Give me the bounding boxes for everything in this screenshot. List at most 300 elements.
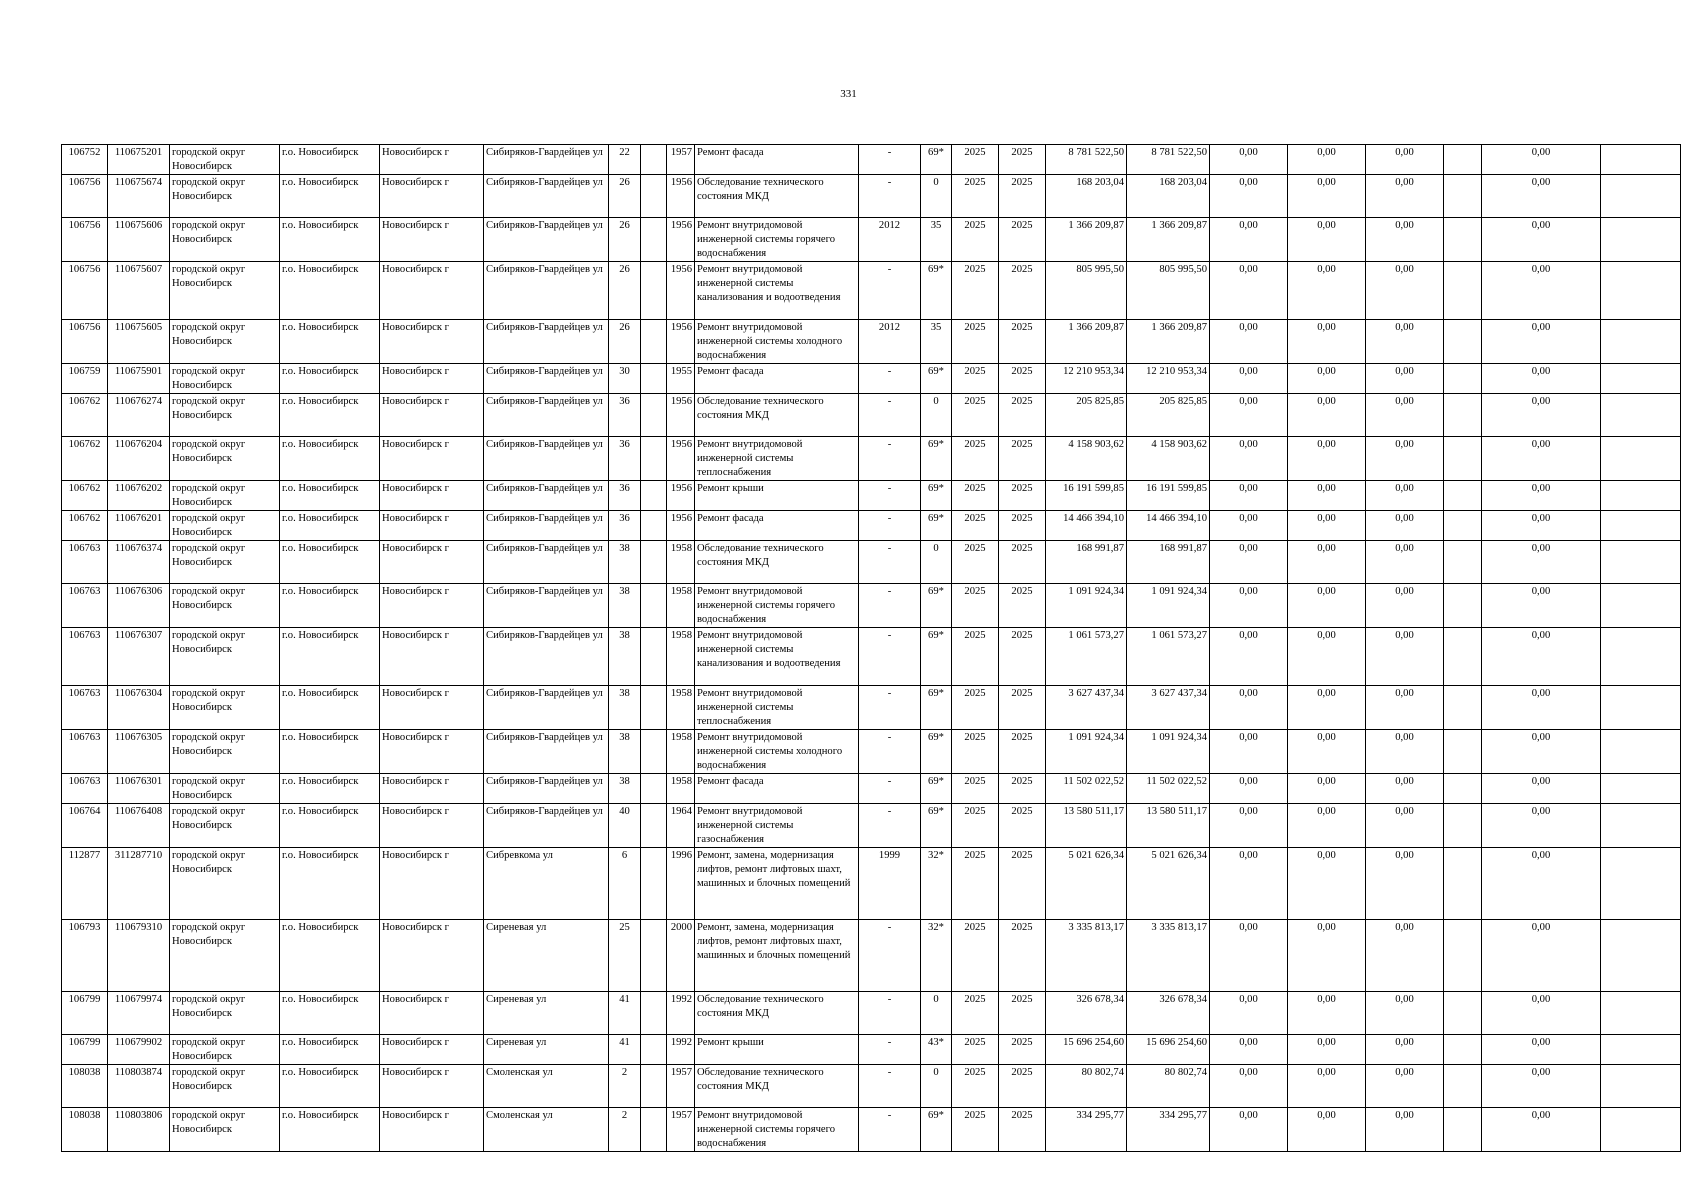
cell-blank-last <box>1601 262 1681 320</box>
cell-cost-regional: 0,00 <box>1288 848 1366 920</box>
cell-municipality: городской округ Новосибирск <box>170 584 280 628</box>
cell-wear-percent: 69* <box>921 437 952 481</box>
cell-record-id: 106763 <box>62 541 108 584</box>
cell-last-repair-year: - <box>859 730 921 774</box>
cell-blank <box>1444 920 1482 992</box>
cell-house-number: 6 <box>609 848 641 920</box>
cell-last-repair-year: - <box>859 1035 921 1065</box>
cell-cost-federal: 0,00 <box>1210 920 1288 992</box>
cell-cost-owners: 0,00 <box>1482 320 1601 364</box>
cell-work-type: Ремонт крыши <box>695 481 859 511</box>
cell-cost-total: 1 091 924,34 <box>1046 584 1127 628</box>
cell-cost-federal: 0,00 <box>1210 804 1288 848</box>
cell-locality: Новосибирск г <box>380 481 484 511</box>
cell-cost-local: 0,00 <box>1366 175 1444 218</box>
cell-city-district: г.о. Новосибирск <box>280 437 380 481</box>
cell-locality: Новосибирск г <box>380 1065 484 1108</box>
cell-cost-owners: 0,00 <box>1482 584 1601 628</box>
cell-house-number: 26 <box>609 218 641 262</box>
cell-cost-regional: 0,00 <box>1288 218 1366 262</box>
cell-cost-total: 1 366 209,87 <box>1046 218 1127 262</box>
cell-locality: Новосибирск г <box>380 992 484 1035</box>
cell-wear-percent: 69* <box>921 628 952 686</box>
cell-blank-last <box>1601 1065 1681 1108</box>
table-row <box>62 920 1681 992</box>
cell-cost-owners: 0,00 <box>1482 1035 1601 1065</box>
table-row <box>62 437 1681 481</box>
table-row <box>62 320 1681 364</box>
cell-city-district: г.о. Новосибирск <box>280 584 380 628</box>
cell-work-code: 110676274 <box>108 394 170 437</box>
cell-work-type: Ремонт крыши <box>695 1035 859 1065</box>
cell-wear-percent: 69* <box>921 364 952 394</box>
cell-cost-federal: 0,00 <box>1210 774 1288 804</box>
cell-cost-local: 0,00 <box>1366 686 1444 730</box>
cell-work-code: 110676301 <box>108 774 170 804</box>
cell-cost-regional: 0,00 <box>1288 686 1366 730</box>
cell-street: Сибиряков-Гвардейцев ул <box>484 437 609 481</box>
cell-cost-total: 16 191 599,85 <box>1046 481 1127 511</box>
cell-locality: Новосибирск г <box>380 686 484 730</box>
cell-cost-local: 0,00 <box>1366 541 1444 584</box>
cell-cost-fund: 168 203,04 <box>1127 175 1210 218</box>
cell-house-number: 26 <box>609 175 641 218</box>
cell-cost-fund: 8 781 522,50 <box>1127 145 1210 175</box>
cell-blank-last <box>1601 848 1681 920</box>
cell-record-id: 106763 <box>62 628 108 686</box>
cell-house-number: 36 <box>609 511 641 541</box>
cell-street: Сибиряков-Гвардейцев ул <box>484 686 609 730</box>
cell-cost-total: 5 021 626,34 <box>1046 848 1127 920</box>
cell-cost-local: 0,00 <box>1366 848 1444 920</box>
cell-building <box>641 920 667 992</box>
cell-cost-fund: 16 191 599,85 <box>1127 481 1210 511</box>
cell-work-type: Обследование технического состояния МКД <box>695 992 859 1035</box>
cell-wear-percent: 32* <box>921 920 952 992</box>
cell-cost-owners: 0,00 <box>1482 730 1601 774</box>
cell-cost-owners: 0,00 <box>1482 541 1601 584</box>
cell-cost-regional: 0,00 <box>1288 628 1366 686</box>
cell-plan-start-year: 2025 <box>952 848 999 920</box>
cell-plan-end-year: 2025 <box>999 686 1046 730</box>
cell-blank <box>1444 218 1482 262</box>
cell-blank <box>1444 541 1482 584</box>
cell-plan-end-year: 2025 <box>999 1065 1046 1108</box>
cell-locality: Новосибирск г <box>380 628 484 686</box>
cell-city-district: г.о. Новосибирск <box>280 628 380 686</box>
cell-blank <box>1444 320 1482 364</box>
cell-cost-federal: 0,00 <box>1210 686 1288 730</box>
cell-build-year: 1992 <box>667 992 695 1035</box>
cell-record-id: 106799 <box>62 1035 108 1065</box>
cell-blank-last <box>1601 730 1681 774</box>
cell-city-district: г.о. Новосибирск <box>280 218 380 262</box>
table-row <box>62 686 1681 730</box>
cell-plan-start-year: 2025 <box>952 437 999 481</box>
cell-cost-owners: 0,00 <box>1482 804 1601 848</box>
table-row <box>62 175 1681 218</box>
cell-city-district: г.о. Новосибирск <box>280 1035 380 1065</box>
cell-wear-percent: 0 <box>921 992 952 1035</box>
cell-record-id: 112877 <box>62 848 108 920</box>
cell-build-year: 1956 <box>667 437 695 481</box>
cell-street: Сибиряков-Гвардейцев ул <box>484 628 609 686</box>
cell-plan-end-year: 2025 <box>999 730 1046 774</box>
cell-cost-federal: 0,00 <box>1210 848 1288 920</box>
cell-plan-end-year: 2025 <box>999 437 1046 481</box>
cell-record-id: 106763 <box>62 730 108 774</box>
cell-blank <box>1444 394 1482 437</box>
cell-build-year: 1956 <box>667 481 695 511</box>
cell-cost-regional: 0,00 <box>1288 584 1366 628</box>
cell-street: Сибиряков-Гвардейцев ул <box>484 774 609 804</box>
cell-cost-fund: 15 696 254,60 <box>1127 1035 1210 1065</box>
cell-plan-start-year: 2025 <box>952 920 999 992</box>
cell-cost-local: 0,00 <box>1366 262 1444 320</box>
cell-work-code: 110679974 <box>108 992 170 1035</box>
cell-cost-total: 326 678,34 <box>1046 992 1127 1035</box>
cell-plan-end-year: 2025 <box>999 1108 1046 1152</box>
cell-municipality: городской округ Новосибирск <box>170 541 280 584</box>
cell-blank <box>1444 848 1482 920</box>
cell-street: Сибиряков-Гвардейцев ул <box>484 511 609 541</box>
cell-street: Сибиряков-Гвардейцев ул <box>484 364 609 394</box>
cell-cost-total: 3 335 813,17 <box>1046 920 1127 992</box>
cell-plan-start-year: 2025 <box>952 511 999 541</box>
cell-house-number: 41 <box>609 992 641 1035</box>
cell-city-district: г.о. Новосибирск <box>280 686 380 730</box>
cell-street: Сибиряков-Гвардейцев ул <box>484 218 609 262</box>
cell-build-year: 1956 <box>667 394 695 437</box>
cell-plan-end-year: 2025 <box>999 804 1046 848</box>
cell-city-district: г.о. Новосибирск <box>280 730 380 774</box>
cell-plan-end-year: 2025 <box>999 364 1046 394</box>
cell-building <box>641 584 667 628</box>
table-row <box>62 218 1681 262</box>
cell-cost-regional: 0,00 <box>1288 262 1366 320</box>
cell-blank-last <box>1601 686 1681 730</box>
cell-build-year: 1955 <box>667 364 695 394</box>
cell-plan-start-year: 2025 <box>952 804 999 848</box>
cell-house-number: 41 <box>609 1035 641 1065</box>
cell-last-repair-year: - <box>859 145 921 175</box>
cell-cost-owners: 0,00 <box>1482 774 1601 804</box>
cell-municipality: городской округ Новосибирск <box>170 920 280 992</box>
cell-plan-end-year: 2025 <box>999 262 1046 320</box>
cell-cost-local: 0,00 <box>1366 481 1444 511</box>
cell-house-number: 38 <box>609 730 641 774</box>
cell-plan-end-year: 2025 <box>999 1035 1046 1065</box>
cell-building <box>641 1035 667 1065</box>
cell-cost-fund: 1 091 924,34 <box>1127 584 1210 628</box>
cell-cost-owners: 0,00 <box>1482 262 1601 320</box>
cell-work-code: 311287710 <box>108 848 170 920</box>
cell-building <box>641 218 667 262</box>
cell-work-code: 110675605 <box>108 320 170 364</box>
cell-cost-regional: 0,00 <box>1288 1035 1366 1065</box>
cell-locality: Новосибирск г <box>380 511 484 541</box>
cell-plan-start-year: 2025 <box>952 175 999 218</box>
cell-locality: Новосибирск г <box>380 175 484 218</box>
cell-municipality: городской округ Новосибирск <box>170 511 280 541</box>
cell-work-type: Ремонт внутридомовой инженерной системы теплоснабжения <box>695 437 859 481</box>
cell-blank-last <box>1601 145 1681 175</box>
cell-cost-federal: 0,00 <box>1210 175 1288 218</box>
cell-cost-fund: 334 295,77 <box>1127 1108 1210 1152</box>
cell-building <box>641 628 667 686</box>
cell-plan-end-year: 2025 <box>999 320 1046 364</box>
cell-last-repair-year: 1999 <box>859 848 921 920</box>
cell-cost-fund: 4 158 903,62 <box>1127 437 1210 481</box>
cell-build-year: 1956 <box>667 262 695 320</box>
cell-record-id: 106763 <box>62 584 108 628</box>
cell-last-repair-year: - <box>859 541 921 584</box>
cell-plan-start-year: 2025 <box>952 262 999 320</box>
cell-record-id: 106752 <box>62 145 108 175</box>
cell-cost-local: 0,00 <box>1366 1108 1444 1152</box>
cell-cost-fund: 326 678,34 <box>1127 992 1210 1035</box>
cell-cost-regional: 0,00 <box>1288 437 1366 481</box>
cell-municipality: городской округ Новосибирск <box>170 686 280 730</box>
table-row <box>62 804 1681 848</box>
cell-building <box>641 262 667 320</box>
cell-cost-owners: 0,00 <box>1482 628 1601 686</box>
cell-build-year: 1957 <box>667 1108 695 1152</box>
cell-plan-start-year: 2025 <box>952 1065 999 1108</box>
cell-build-year: 1956 <box>667 218 695 262</box>
cell-cost-federal: 0,00 <box>1210 1108 1288 1152</box>
cell-city-district: г.о. Новосибирск <box>280 848 380 920</box>
cell-city-district: г.о. Новосибирск <box>280 175 380 218</box>
cell-house-number: 26 <box>609 262 641 320</box>
cell-cost-federal: 0,00 <box>1210 628 1288 686</box>
cell-wear-percent: 69* <box>921 584 952 628</box>
cell-cost-local: 0,00 <box>1366 628 1444 686</box>
cell-record-id: 106756 <box>62 218 108 262</box>
cell-locality: Новосибирск г <box>380 730 484 774</box>
cell-cost-regional: 0,00 <box>1288 920 1366 992</box>
cell-cost-total: 805 995,50 <box>1046 262 1127 320</box>
cell-house-number: 2 <box>609 1065 641 1108</box>
cell-municipality: городской округ Новосибирск <box>170 364 280 394</box>
cell-work-type: Ремонт внутридомовой инженерной системы горячего водоснабжения <box>695 1108 859 1152</box>
cell-blank-last <box>1601 394 1681 437</box>
cell-work-code: 110676304 <box>108 686 170 730</box>
cell-blank <box>1444 364 1482 394</box>
cell-cost-federal: 0,00 <box>1210 511 1288 541</box>
cell-blank <box>1444 481 1482 511</box>
cell-house-number: 38 <box>609 774 641 804</box>
cell-locality: Новосибирск г <box>380 262 484 320</box>
cell-cost-federal: 0,00 <box>1210 1035 1288 1065</box>
cell-build-year: 1996 <box>667 848 695 920</box>
cell-city-district: г.о. Новосибирск <box>280 1108 380 1152</box>
cell-municipality: городской округ Новосибирск <box>170 628 280 686</box>
cell-cost-federal: 0,00 <box>1210 1065 1288 1108</box>
cell-building <box>641 541 667 584</box>
cell-blank <box>1444 804 1482 848</box>
cell-work-type: Ремонт фасада <box>695 145 859 175</box>
cell-municipality: городской округ Новосибирск <box>170 730 280 774</box>
cell-wear-percent: 69* <box>921 804 952 848</box>
cell-last-repair-year: 2012 <box>859 320 921 364</box>
cell-street: Смоленская ул <box>484 1108 609 1152</box>
cell-last-repair-year: - <box>859 992 921 1035</box>
cell-blank-last <box>1601 175 1681 218</box>
cell-municipality: городской округ Новосибирск <box>170 175 280 218</box>
cell-cost-owners: 0,00 <box>1482 511 1601 541</box>
cell-work-type: Ремонт фасада <box>695 511 859 541</box>
cell-work-code: 110676374 <box>108 541 170 584</box>
cell-city-district: г.о. Новосибирск <box>280 541 380 584</box>
cell-wear-percent: 35 <box>921 218 952 262</box>
cell-city-district: г.о. Новосибирск <box>280 1065 380 1108</box>
cell-plan-start-year: 2025 <box>952 364 999 394</box>
cell-blank-last <box>1601 628 1681 686</box>
cell-street: Сибиряков-Гвардейцев ул <box>484 262 609 320</box>
cell-blank <box>1444 262 1482 320</box>
table-row <box>62 145 1681 175</box>
cell-blank-last <box>1601 1108 1681 1152</box>
cell-cost-local: 0,00 <box>1366 394 1444 437</box>
cell-build-year: 1958 <box>667 584 695 628</box>
cell-record-id: 106759 <box>62 364 108 394</box>
cell-plan-end-year: 2025 <box>999 481 1046 511</box>
cell-cost-fund: 14 466 394,10 <box>1127 511 1210 541</box>
cell-cost-regional: 0,00 <box>1288 175 1366 218</box>
cell-build-year: 2000 <box>667 920 695 992</box>
cell-wear-percent: 0 <box>921 175 952 218</box>
cell-cost-federal: 0,00 <box>1210 364 1288 394</box>
cell-cost-total: 205 825,85 <box>1046 394 1127 437</box>
cell-cost-local: 0,00 <box>1366 145 1444 175</box>
cell-build-year: 1956 <box>667 320 695 364</box>
cell-work-code: 110675901 <box>108 364 170 394</box>
cell-cost-owners: 0,00 <box>1482 364 1601 394</box>
cell-cost-owners: 0,00 <box>1482 481 1601 511</box>
cell-street: Сибиряков-Гвардейцев ул <box>484 804 609 848</box>
cell-wear-percent: 0 <box>921 1065 952 1108</box>
cell-building <box>641 394 667 437</box>
cell-street: Сиреневая ул <box>484 992 609 1035</box>
cell-last-repair-year: - <box>859 584 921 628</box>
cell-city-district: г.о. Новосибирск <box>280 804 380 848</box>
cell-work-type: Ремонт внутридомовой инженерной системы горячего водоснабжения <box>695 584 859 628</box>
cell-cost-local: 0,00 <box>1366 1065 1444 1108</box>
cell-cost-local: 0,00 <box>1366 1035 1444 1065</box>
cell-cost-owners: 0,00 <box>1482 1065 1601 1108</box>
cell-plan-end-year: 2025 <box>999 920 1046 992</box>
cell-city-district: г.о. Новосибирск <box>280 364 380 394</box>
cell-last-repair-year: - <box>859 437 921 481</box>
cell-blank-last <box>1601 511 1681 541</box>
cell-cost-fund: 3 627 437,34 <box>1127 686 1210 730</box>
cell-cost-local: 0,00 <box>1366 320 1444 364</box>
cell-plan-end-year: 2025 <box>999 848 1046 920</box>
cell-cost-federal: 0,00 <box>1210 992 1288 1035</box>
cell-blank-last <box>1601 481 1681 511</box>
cell-record-id: 106762 <box>62 481 108 511</box>
table-row <box>62 511 1681 541</box>
cell-cost-total: 12 210 953,34 <box>1046 364 1127 394</box>
cell-municipality: городской округ Новосибирск <box>170 1108 280 1152</box>
cell-cost-fund: 11 502 022,52 <box>1127 774 1210 804</box>
cell-city-district: г.о. Новосибирск <box>280 262 380 320</box>
cell-work-type: Ремонт фасада <box>695 774 859 804</box>
cell-blank-last <box>1601 804 1681 848</box>
cell-cost-regional: 0,00 <box>1288 730 1366 774</box>
cell-plan-end-year: 2025 <box>999 541 1046 584</box>
cell-work-type: Ремонт внутридомовой инженерной системы горячего водоснабжения <box>695 218 859 262</box>
cell-cost-federal: 0,00 <box>1210 541 1288 584</box>
cell-last-repair-year: - <box>859 364 921 394</box>
cell-build-year: 1964 <box>667 804 695 848</box>
cell-plan-start-year: 2025 <box>952 774 999 804</box>
cell-plan-start-year: 2025 <box>952 686 999 730</box>
cell-cost-owners: 0,00 <box>1482 145 1601 175</box>
cell-cost-total: 4 158 903,62 <box>1046 437 1127 481</box>
cell-work-type: Обследование технического состояния МКД <box>695 1065 859 1108</box>
cell-build-year: 1958 <box>667 730 695 774</box>
cell-work-code: 110803874 <box>108 1065 170 1108</box>
cell-cost-owners: 0,00 <box>1482 218 1601 262</box>
cell-cost-regional: 0,00 <box>1288 481 1366 511</box>
cell-municipality: городской округ Новосибирск <box>170 262 280 320</box>
cell-last-repair-year: - <box>859 511 921 541</box>
cell-building <box>641 1108 667 1152</box>
cell-street: Смоленская ул <box>484 1065 609 1108</box>
cell-blank <box>1444 1035 1482 1065</box>
cell-record-id: 106799 <box>62 992 108 1035</box>
cell-street: Сибиряков-Гвардейцев ул <box>484 730 609 774</box>
cell-locality: Новосибирск г <box>380 145 484 175</box>
cell-cost-local: 0,00 <box>1366 774 1444 804</box>
cell-blank-last <box>1601 541 1681 584</box>
cell-cost-regional: 0,00 <box>1288 394 1366 437</box>
cell-last-repair-year: - <box>859 774 921 804</box>
cell-house-number: 26 <box>609 320 641 364</box>
cell-wear-percent: 69* <box>921 774 952 804</box>
cell-locality: Новосибирск г <box>380 584 484 628</box>
cell-plan-end-year: 2025 <box>999 992 1046 1035</box>
cell-building <box>641 145 667 175</box>
cell-work-type: Ремонт внутридомовой инженерной системы холодного водоснабжения <box>695 320 859 364</box>
cell-cost-local: 0,00 <box>1366 920 1444 992</box>
cell-building <box>641 175 667 218</box>
cell-locality: Новосибирск г <box>380 541 484 584</box>
cell-blank-last <box>1601 920 1681 992</box>
cell-municipality: городской округ Новосибирск <box>170 774 280 804</box>
cell-cost-federal: 0,00 <box>1210 730 1288 774</box>
cell-cost-regional: 0,00 <box>1288 364 1366 394</box>
cell-city-district: г.о. Новосибирск <box>280 145 380 175</box>
cell-locality: Новосибирск г <box>380 320 484 364</box>
cell-municipality: городской округ Новосибирск <box>170 1035 280 1065</box>
cell-house-number: 30 <box>609 364 641 394</box>
cell-cost-regional: 0,00 <box>1288 1065 1366 1108</box>
cell-blank <box>1444 1065 1482 1108</box>
cell-building <box>641 1065 667 1108</box>
cell-blank-last <box>1601 437 1681 481</box>
cell-last-repair-year: 2012 <box>859 218 921 262</box>
cell-municipality: городской округ Новосибирск <box>170 848 280 920</box>
cell-cost-federal: 0,00 <box>1210 262 1288 320</box>
cell-blank <box>1444 628 1482 686</box>
cell-municipality: городской округ Новосибирск <box>170 437 280 481</box>
cell-work-code: 110679902 <box>108 1035 170 1065</box>
cell-plan-start-year: 2025 <box>952 1108 999 1152</box>
cell-cost-regional: 0,00 <box>1288 511 1366 541</box>
